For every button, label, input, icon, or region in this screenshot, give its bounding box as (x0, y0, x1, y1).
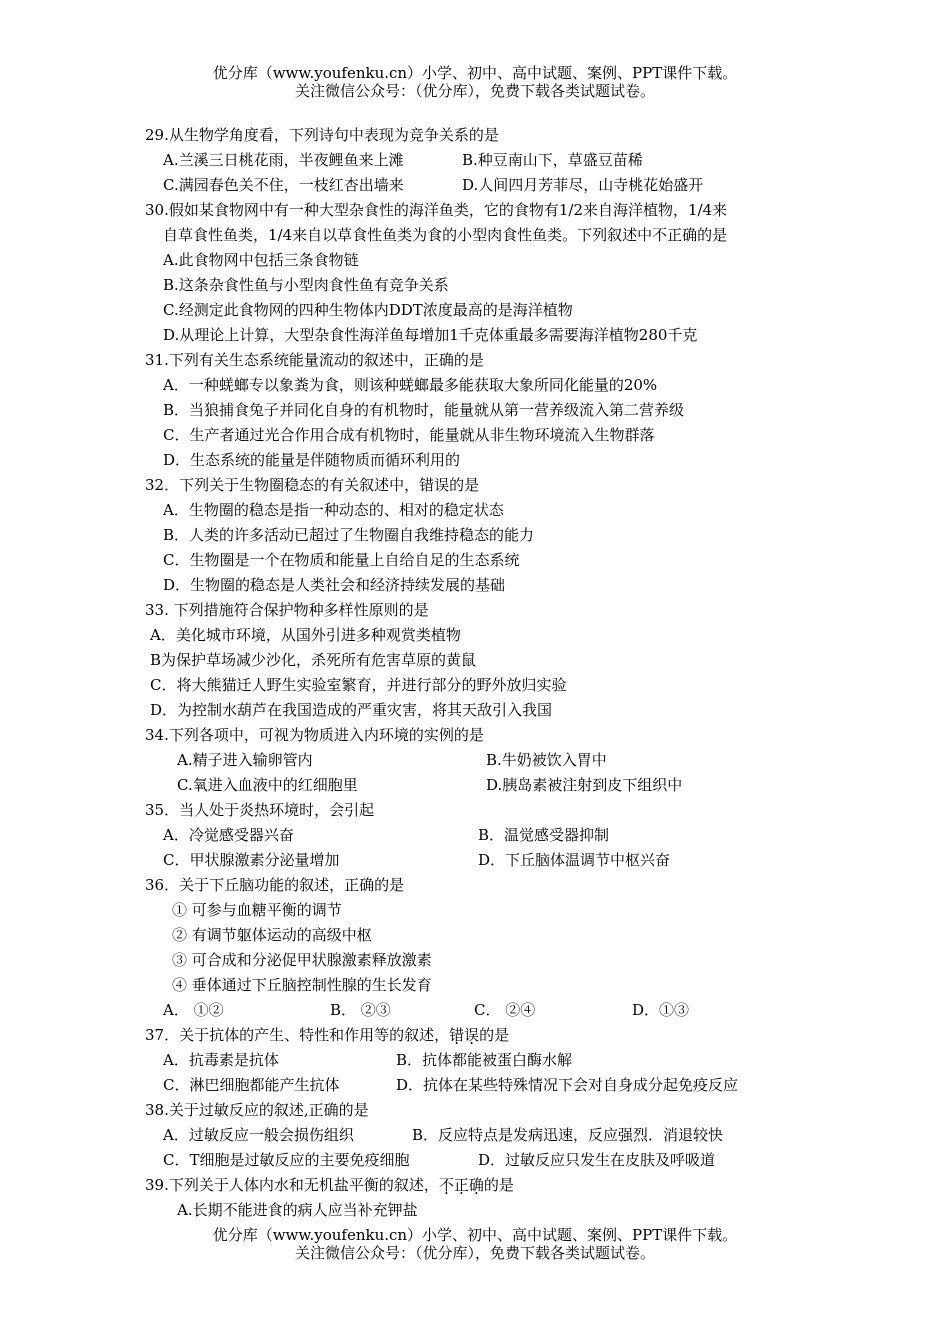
q36-option-d: D．①③ (632, 1001, 690, 1019)
q39-emphasis-char-2: 正 (453, 1176, 469, 1194)
q38-option-d: D．过敏反应只发生在皮肤及呼吸道 (478, 1151, 716, 1169)
q33-option-b: B为保护草场减少沙化，杀死所有危害草原的黄鼠 (150, 651, 477, 669)
q33-option-c: C．将大熊猫迁人野生实验室繁育，并进行部分的野外放归实验 (150, 676, 567, 694)
q33-option-d: D．为控制水葫芦在我国造成的严重灾害，将其天敌引入我国 (150, 701, 553, 719)
q32-option-d: D．生物圈的稳态是人类社会和经济持续发展的基础 (163, 576, 506, 594)
q34-stem: 34.下列各项中，可视为物质进入内环境的实例的是 (145, 726, 484, 744)
q30-option-a: A.此食物网中包括三条食物链 (163, 251, 359, 269)
q30-stem-line-1: 30.假如某食物网中有一种大型杂食性的海洋鱼类，它的食物有1/2来自海洋植物，1/4来 (145, 201, 728, 219)
q38-stem: 38.关于过敏反应的叙述,正确的是 (145, 1101, 369, 1119)
q35-stem: 35．当人处于炎热环境时，会引起 (145, 801, 375, 819)
q36-item-1: ① 可参与血糖平衡的调节 (172, 901, 342, 919)
q31-option-b: B．当狼捕食兔子并同化自身的有机物时，能量就从第一营养级流入第二营养级 (163, 401, 685, 419)
q30-option-d: D.从理论上计算，大型杂食性海洋鱼每增加1千克体重最多需要海洋植物280千克 (163, 326, 698, 344)
q39-stem-prefix: 39.下列关于人体内水和无机盐平衡的叙述， (145, 1176, 439, 1194)
q37-option-a: A．抗毒素是抗体 (163, 1051, 279, 1069)
q39-emphasis-char-3: 确 (468, 1176, 484, 1194)
q37-option-b: B．抗体都能被蛋白酶水解 (396, 1051, 573, 1069)
header-line-1: 优分库（www.youfenku.cn）小学、初中、高中试题、案例、PPT课件下载。 (212, 64, 738, 82)
q38-option-c: C．T细胞是过敏反应的主要免疫细胞 (163, 1151, 410, 1169)
q39-emphasis-char-1: 不 (438, 1176, 454, 1194)
q35-option-d: D．下丘脑体温调节中枢兴奋 (478, 851, 671, 869)
q37-stem (145, 1026, 509, 1044)
q34-option-a: A.精子进入输卵管内 (177, 751, 313, 769)
q31-option-d: D．生态系统的能量是伴随物质而循环利用的 (163, 451, 461, 469)
q37-emphasis-char-1: 错 (449, 1026, 465, 1044)
q34-option-b: B.牛奶被饮入胃中 (486, 751, 607, 769)
q38-option-b: B．反应特点是发病迅速，反应强烈．消退较快 (412, 1126, 724, 1144)
q29-option-b: B.种豆南山下，草盛豆苗稀 (462, 151, 643, 169)
header-line-2: 关注微信公众号：（优分库），免费下载各类试题试卷。 (294, 82, 655, 100)
q32-option-a: A．生物圈的稳态是指一种动态的、相对的稳定状态 (163, 501, 504, 519)
footer-line-1: 优分库（www.youfenku.cn）小学、初中、高中试题、案例、PPT课件下载。 (212, 1226, 738, 1244)
q37-stem-prefix: 37．关于抗体的产生、特性和作用等的叙述， (145, 1026, 450, 1044)
q34-option-d: D.胰岛素被注射到皮下组织中 (486, 776, 683, 794)
q34-option-c: C.氧进入血液中的红细胞里 (177, 776, 358, 794)
q31-option-a: A．一种蜣螂专以象粪为食，则该种蜣螂最多能获取大象所同化能量的20% (163, 376, 658, 394)
footer-banner (0, 1226, 950, 1262)
q31-stem: 31.下列有关生态系统能量流动的叙述中，正确的是 (145, 351, 484, 369)
header-banner (0, 64, 950, 100)
q39-stem-suffix: 的是 (483, 1176, 514, 1194)
q36-option-c: C． ②④ (474, 1001, 536, 1019)
q36-item-4: ④ 垂体通过下丘脑控制性腺的生长发育 (172, 976, 432, 994)
q39-stem (145, 1176, 514, 1194)
q35-option-c: C．甲状腺激素分泌量增加 (163, 851, 340, 869)
q30-option-b: B.这条杂食性鱼与小型肉食性鱼有竞争关系 (163, 276, 449, 294)
q37-option-c: C．淋巴细胞都能产生抗体 (163, 1076, 340, 1094)
q37-stem-suffix: 的是 (479, 1026, 510, 1044)
q36-stem: 36．关于下丘脑功能的叙述，正确的是 (145, 876, 405, 894)
footer-line-2: 关注微信公众号：（优分库），免费下载各类试题试卷。 (294, 1244, 655, 1262)
q32-option-b: B．人类的许多活动已超过了生物圈自我维持稳态的能力 (163, 526, 535, 544)
q29-option-c: C.满园春色关不住，一枝红杏出墙来 (163, 176, 404, 194)
q36-item-2: ② 有调节躯体运动的高级中枢 (172, 926, 372, 944)
q29-option-a: A.兰溪三日桃花雨，半夜鲤鱼来上滩 (163, 151, 404, 169)
q30-option-c: C.经测定此食物网的四种生物体内DDT浓度最高的是海洋植物 (163, 301, 573, 319)
q36-option-b: B． ②③ (330, 1001, 391, 1019)
q31-option-c: C．生产者通过光合作用合成有机物时，能量就从非生物环境流入生物群落 (163, 426, 655, 444)
q30-stem-line-2: 自草食性鱼类，1/4来自以草食性鱼类为食的小型肉食性鱼类。下列叙述中不正确的是 (163, 226, 728, 244)
q37-emphasis-char-2: 误 (464, 1026, 480, 1044)
q36-item-3: ③ 可合成和分泌促甲状腺激素释放激素 (172, 951, 432, 969)
q35-option-a: A．冷觉感受器兴奋 (163, 826, 294, 844)
q39-option-a: A.长期不能进食的病人应当补充钾盐 (177, 1201, 418, 1219)
q38-option-a: A．过敏反应一般会损伤组织 (163, 1126, 354, 1144)
q32-stem: 32．下列关于生物圈稳态的有关叙述中，错误的是 (145, 476, 480, 494)
q29-stem: 29.从生物学角度看，下列诗句中表现为竞争关系的是 (145, 126, 499, 144)
q32-option-c: C．生物圈是一个在物质和能量上自给自足的生态系统 (163, 551, 520, 569)
q35-option-b: B．温觉感受器抑制 (478, 826, 610, 844)
q29-option-d: D.人间四月芳菲尽，山寺桃花始盛开 (462, 176, 704, 194)
q36-option-a: A． ①② (163, 1001, 224, 1019)
q33-stem: 33. 下列措施符合保护物种多样性原则的是 (145, 601, 429, 619)
q33-option-a: A．美化城市环境，从国外引进多种观赏类植物 (150, 626, 461, 644)
q37-option-d: D．抗体在某些特殊情况下会对自身成分起免疫反应 (396, 1076, 739, 1094)
